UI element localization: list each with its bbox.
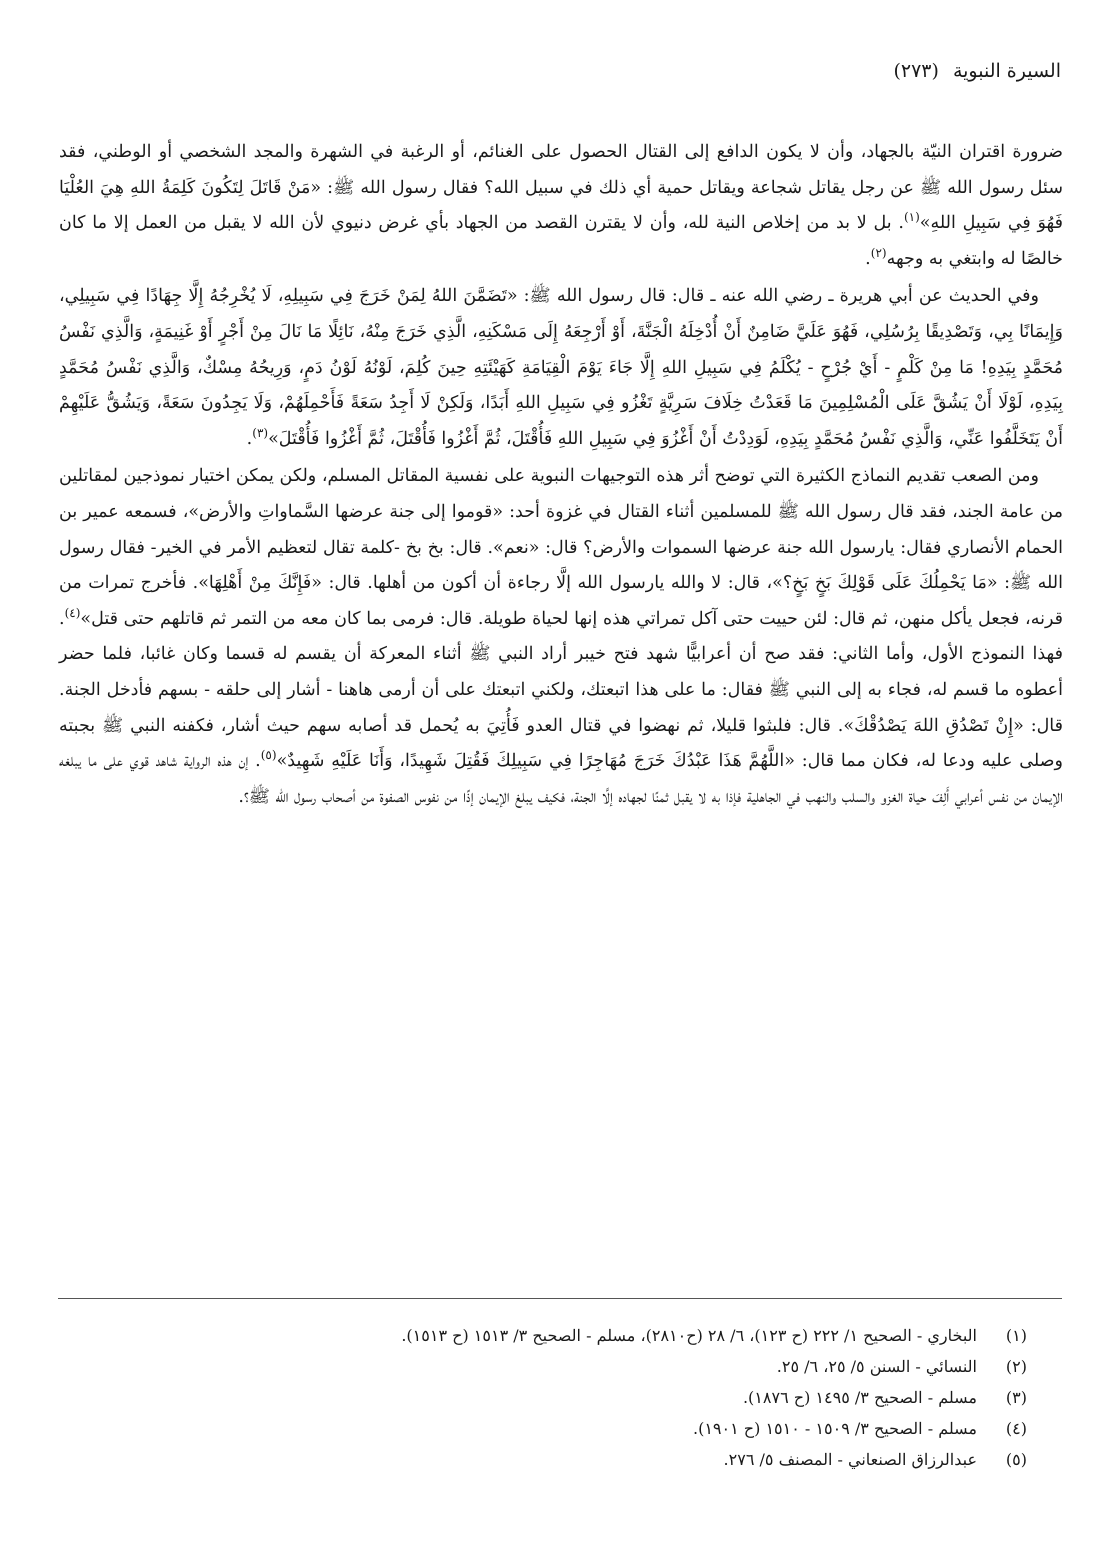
footnote-text: مسلم - الصحيح ٣/ ١٥٠٩ - ١٥١٠ (ح ١٩٠١). — [693, 1419, 977, 1438]
footnote-number: (١) — [1005, 1326, 1027, 1345]
footnote-ref[interactable]: (٣) — [252, 425, 269, 440]
paragraph — [59, 279, 1063, 457]
footnote-item — [67, 1413, 1027, 1444]
paragraph-text: . — [865, 248, 871, 269]
footnote-number: (٢) — [1005, 1357, 1027, 1376]
book-title: السيرة النبوية — [952, 60, 1061, 82]
running-header — [893, 58, 1061, 84]
footnote-text: البخاري - الصحيح ١/ ٢٢٢ (ح ١٢٣)، ٦/ ٢٨ (ح٢٨١٠)، مسلم - الصحيح ٣/ ١٥١٣ (ح ١٥١٣). — [401, 1326, 977, 1345]
footnote-item — [67, 1444, 1027, 1475]
footnote-item — [67, 1351, 1027, 1382]
footnote-ref[interactable]: (٥) — [260, 748, 277, 763]
paragraph-text: . فهذا النموذج الأول، وأما الثاني: فقد صح أن أعرابيًّا شهد فتح خيبر أراد النبي ﷺ أثناء المعركة أن يقسم له قسما وكان غائبا، فلما حضر أعطوه ما قسم له، فجاء به إلى النبي ﷺ فقال: ما على هذا اتبعتك، ولكني اتبعتك على أن أرمى هاهنا - أشار إلى حلقه - بسهم فأدخل الجنة. قال: «إِنْ تَصْدُقِ اللهَ يَصْدُقْكَ». قال: فلبثوا قليلا، ثم نهضوا في قتال العدو فَأُتِيَ به يُحمل قد أصابه سهم حيث أشار، فكفنه النبي ﷺ بجبته وصلى عليه ودعا له، فكان مما قال: «اللَّهُمَّ هَذَا عَبْدُكَ خَرَجَ مُهَاجِرًا فِي سَبِيلِكَ فَقُتِلَ شَهِيدًا، وَأَنَا عَلَيْهِ شَهِيدٌ» — [59, 608, 1063, 772]
footnotes-list — [67, 1320, 1027, 1475]
paragraph-text: . بل لا بد من إخلاص النية لله، وأن لا يقترن القصد من الجهاد بأي غرض دنيوي لأن الله لا يقبل من العمل إلا ما كان خالصًا له وابتغي به وجهه — [59, 213, 1063, 269]
main-text — [59, 135, 1063, 817]
paragraph-text: ومن الصعب تقديم النماذج الكثيرة التي توضح أثر هذه التوجيهات النبوية على نفسية المقاتل المسلم، ولكن يمكن اختيار نموذجين لمقاتلين من عامة الجند، فقد قال رسول الله ﷺ للمسلمين أثناء القتال في غزوة أحد: «قوموا إلى جنة عرضها السَّماواتِ والأرض»، فسمعه عمير بن الحمام الأنصاري فقال: يارسول الله جنة عرضها السموات والأرض؟ قال: «نعم». قال: بخ بخ -كلمة تقال لتعظيم الأمر في الخير- فقال رسول الله ﷺ: «مَا يَحْمِلُكَ عَلَى قَوْلِكَ بَخٍ بَخٍ؟»، قال: لا والله يارسول الله إلَّا رجاءة أن أكون من أهلها. قال: «فَإِنَّكَ مِنْ أَهْلِهَا». فأخرج تمرات من قرنه، فجعل يأكل منهن، ثم قال: لئن حييت حتى آكل تمراتي هذه إنها لحياة طويلة. قال: فرمى بما كان معه من التمر ثم قاتلهم حتى قتل» — [59, 466, 1064, 629]
footnote-item — [67, 1382, 1027, 1413]
footnote-text: النسائي - السنن ٥/ ٢٥، ٦/ ٢٥. — [776, 1357, 977, 1376]
paragraph — [59, 459, 1063, 815]
footnote-divider — [58, 1298, 1062, 1299]
footnote-item — [67, 1320, 1027, 1351]
paragraph-text: وفي الحديث عن أبي هريرة ـ رضي الله عنه ـ قال: قال رسول الله ﷺ: «تَضَمَّنَ اللهُ لِمَنْ خَرَجَ فِي سَبِيلِهِ، لَا يُخْرِجُهُ إِلَّا جِهَادًا فِي سَبِيلِي، وَإِيمَانًا بِي، وَتَصْدِيقًا بِرُسُلِي، فَهُوَ عَلَيَّ ضَامِنٌ أَنْ أُدْخِلَهُ الْجَنَّةَ، أَوْ أَرْجِعَهُ إِلَى مَسْكَنِهِ، الَّذِي خَرَجَ مِنْهُ، نَائِلًا مَا نَالَ مِنْ أَجْرٍ أَوْ غَنِيمَةٍ، وَالَّذِي نَفْسُ مُحَمَّدٍ بِيَدِهِ! مَا مِنْ كَلْمٍ - أَيْ جُرْحٍ - يُكْلَمُ فِي سَبِيلِ اللهِ إِلَّا جَاءَ يَوْمَ الْقِيَامَةِ كَهَيْئَتِهِ حِينَ كُلِمَ، لَوْنُهُ لَوْنُ دَمٍ، وَرِيحُهُ مِسْكٌ، وَالَّذِي نَفْسُ مُحَمَّدٍ بِيَدِهِ، لَوْلَا أَنْ يَشُقَّ عَلَى الْمُسْلِمِينَ مَا قَعَدْتُ خِلَافَ سَرِيَّةٍ تَغْزُو فِي سَبِيلِ اللهِ أَبَدًا، وَلَكِنْ لَا أَجِدُ سَعَةً فَأَحْمِلَهُمْ، وَلَا يَجِدُونَ سَعَةً، وَيَشُقُّ عَلَيْهِمْ أَنْ يَتَخَلَّفُوا عَنِّي، وَالَّذِي نَفْسُ مُحَمَّدٍ بِيَدِهِ، لَوَدِدْتُ أَنْ أَغْزُوَ فِي سَبِيلِ اللهِ فَأُقْتَلَ، ثُمَّ أَغْزُوا فَأُقْتَلَ، ثُمَّ أَغْزُوا فَأُقْتَلَ» — [59, 286, 1063, 449]
footnote-ref[interactable]: (١) — [903, 210, 920, 225]
paragraph-text: ضرورة اقتران النيّة بالجهاد، وأن لا يكون الدافع إلى القتال الحصول على الغنائم، أو الرغبة في الشهرة والمجد الشخصي أو الوطني، فقد سئل رسول الله ﷺ عن رجل يقاتل شجاعة ويقاتل حمية أي ذلك في سبيل الله؟ فقال رسول الله ﷺ: «مَنْ قَاتَلَ لِتَكُونَ كَلِمَةُ اللهِ هِيَ العُلْيَا فَهُوَ فِي سَبِيلِ اللهِ» — [59, 142, 1063, 234]
page-number: (٢٧٣) — [893, 60, 939, 82]
paragraph-text: . — [246, 428, 253, 449]
paragraph — [59, 135, 1063, 277]
footnote-text: مسلم - الصحيح ٣/ ١٤٩٥ (ح ١٨٧٦). — [742, 1388, 977, 1407]
footnote-number: (٤) — [1005, 1419, 1027, 1438]
footnote-text: عبدالرزاق الصنعاني - المصنف ٥/ ٢٧٦. — [723, 1450, 977, 1469]
paragraph-text: . إن هذه الرواية شاهد قوي على ما يبلغه الإيمان من نفس أعرابي أَلِفَ حياة الغزو والسلب والنهب في الجاهلية فإذا به لا يقبل ثمنًا لجهاده إلَّا الجنة، فكيف يبلغ الإيمان إذًا من نفوس الصفوة من أصحاب رسول الله ﷺ؟. — [59, 751, 1063, 807]
footnote-ref[interactable]: (٢) — [870, 245, 887, 260]
footnote-number: (٥) — [1005, 1450, 1027, 1469]
footnote-number: (٣) — [1005, 1388, 1027, 1407]
footnote-ref[interactable]: (٤) — [64, 605, 81, 620]
